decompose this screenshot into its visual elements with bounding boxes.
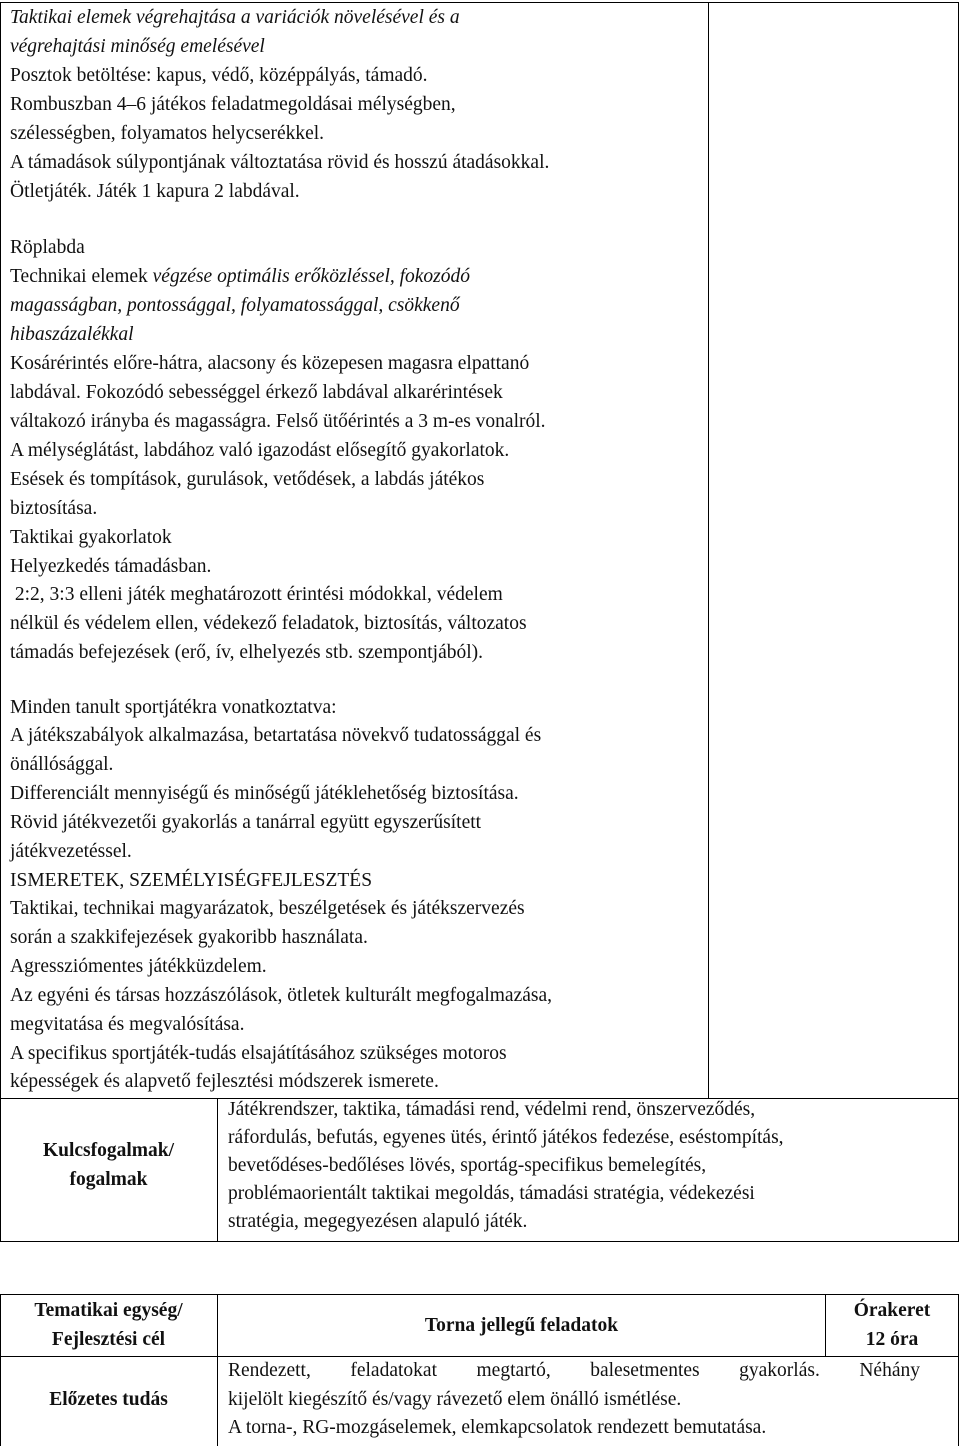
- general-line: során a szakkifejezések gyakoribb használata.: [10, 927, 368, 948]
- block1-title-line: végrehajtási minőség emelésével: [10, 36, 265, 57]
- elozetes-tudas-line: kijelölt kiegészítő és/vagy rávezető elem önálló ismétlése.: [228, 1389, 682, 1410]
- table-border-left: [0, 2, 1, 1242]
- roplabda-line: Helyezkedés támadásban.: [10, 556, 212, 577]
- roplabda-line: 2:2, 3:3 elleni játék meghatározott érintési módokkal, védelem: [10, 584, 503, 605]
- elozetes-tudas-line: A torna-, RG-mozgáselemek, elemkapcsolatok rendezett bemutatása.: [228, 1417, 767, 1438]
- orakeret-label: Órakeret: [853, 1300, 931, 1321]
- section-heading: ISMERETEK, SZEMÉLYISÉGFEJLESZTÉS: [10, 870, 373, 891]
- roplabda-heading: Röplabda: [10, 237, 85, 258]
- general-line: megvitatása és megvalósítása.: [10, 1014, 245, 1035]
- kulcs-column-divider: [217, 1098, 218, 1242]
- block1-line: Posztok betöltése: kapus, védő, középpályás, támadó.: [10, 65, 428, 86]
- kulcsfogalmak-line: bevetődéses-bedőléses lövés, sportág-specifikus bemelegítés,: [228, 1155, 707, 1176]
- tematikai-title: Torna jellegű feladatok: [424, 1315, 619, 1336]
- roplabda-line: váltakozó irányba és magasságra. Felső ütőérintés a 3 m-es vonalról.: [10, 411, 546, 432]
- roplabda-line: biztosítása.: [10, 498, 98, 519]
- kulcsfogalmak-label: fogalmak: [69, 1169, 148, 1190]
- general-line: Taktikai, technikai magyarázatok, beszélgetések és játékszervezés: [10, 898, 525, 919]
- roplabda-tech-italic: végzése optimális erőközléssel, fokozódó: [152, 266, 471, 287]
- roplabda-line: Taktikai gyakorlatok: [10, 527, 172, 548]
- table-border-bottom: [0, 1241, 959, 1242]
- roplabda-line: labdával. Fokozódó sebességgel érkező labdával alkarérintések: [10, 382, 503, 403]
- roplabda-line: A mélységlátást, labdához való igazodást elősegítő gyakorlatok.: [10, 440, 510, 461]
- general-line: képességek és alapvető fejlesztési módszerek ismerete.: [10, 1071, 439, 1092]
- roplabda-line: Kosárérintés előre-hátra, alacsony és közepesen magasra elpattanó: [10, 353, 530, 374]
- general-line: Minden tanult sportjátékra vonatkoztatva:: [10, 697, 337, 718]
- block1-line: szélességben, folyamatos helycserékkel.: [10, 123, 325, 144]
- roplabda-line: Esések és tompítások, gurulások, vetődések, a labdás játékos: [10, 469, 485, 490]
- block1-title-line: Taktikai elemek végrehajtása a variációk növelésével és a: [10, 7, 460, 28]
- kulcsfogalmak-line: Játékrendszer, taktika, támadási rend, védelmi rend, önszerveződés,: [228, 1099, 756, 1120]
- general-line: Rövid játékvezetői gyakorlás a tanárral együtt egyszerűsített: [10, 812, 482, 833]
- kulcsfogalmak-label: Kulcsfogalmak/: [42, 1140, 175, 1161]
- elozetes-tudas-line: Rendezett, feladatokat megtartó, balesetmentes gyakorlás. Néhány: [228, 1360, 920, 1381]
- lower-table-border-top: [0, 1294, 959, 1295]
- elozetes-tudas-label: Előzetes tudás: [49, 1389, 168, 1410]
- general-line: játékvezetéssel.: [10, 841, 132, 862]
- general-line: Agressziómentes játékküzdelem.: [10, 956, 267, 977]
- roplabda-tech-line: [10, 263, 470, 292]
- block1-line: Rombuszban 4–6 játékos feladatmegoldásai mélységben,: [10, 94, 456, 115]
- general-line: önállósággal.: [10, 754, 114, 775]
- general-line: A játékszabályok alkalmazása, betartatása növekvő tudatossággal és: [10, 725, 542, 746]
- block1-line: Ötletjáték. Játék 1 kapura 2 labdával.: [10, 181, 300, 202]
- table-border-top: [0, 2, 959, 3]
- orakeret-value: 12 óra: [865, 1329, 919, 1350]
- roplabda-line: támadás befejezések (erő, ív, elhelyezés stb. szempontjából).: [10, 642, 484, 663]
- fejlesztesi-cel-label: Fejlesztési cél: [51, 1329, 166, 1350]
- block1-line: A támadások súlypontjának változtatása rövid és hosszú átadásokkal.: [10, 152, 550, 173]
- general-line: Differenciált mennyiségű és minőségű játéklehetőség biztosítása.: [10, 783, 519, 804]
- kulcsfogalmak-line: problémaorientált taktikai megoldás, támadási stratégia, védekezési: [228, 1183, 755, 1204]
- general-line: A specifikus sportjáték-tudás elsajátításához szükséges motoros: [10, 1043, 507, 1064]
- tematikai-egyseg-label: Tematikai egység/: [34, 1300, 183, 1321]
- general-line: Az egyéni és társas hozzászólások, ötletek kulturált megfogalmazása,: [10, 985, 553, 1006]
- column-divider: [708, 2, 709, 1098]
- kulcsfogalmak-line: ráfordulás, befutás, egyenes ütés, érintő játékos fedezése, eséstompítás,: [228, 1127, 784, 1148]
- roplabda-line: nélkül és védelem ellen, védekező feladatok, biztosítás, változatos: [10, 613, 527, 634]
- roplabda-tech-prefix: Technikai elemek: [10, 266, 153, 287]
- table-border-right: [958, 2, 959, 1242]
- kulcsfogalmak-line: stratégia, megegyezésen alapuló játék.: [228, 1211, 528, 1232]
- roplabda-tech-italic: magasságban, pontossággal, folyamatossággal, csökkenő: [10, 295, 460, 316]
- lower-table-border-right: [958, 1294, 959, 1446]
- roplabda-tech-italic: hibaszázalékkal: [10, 324, 134, 345]
